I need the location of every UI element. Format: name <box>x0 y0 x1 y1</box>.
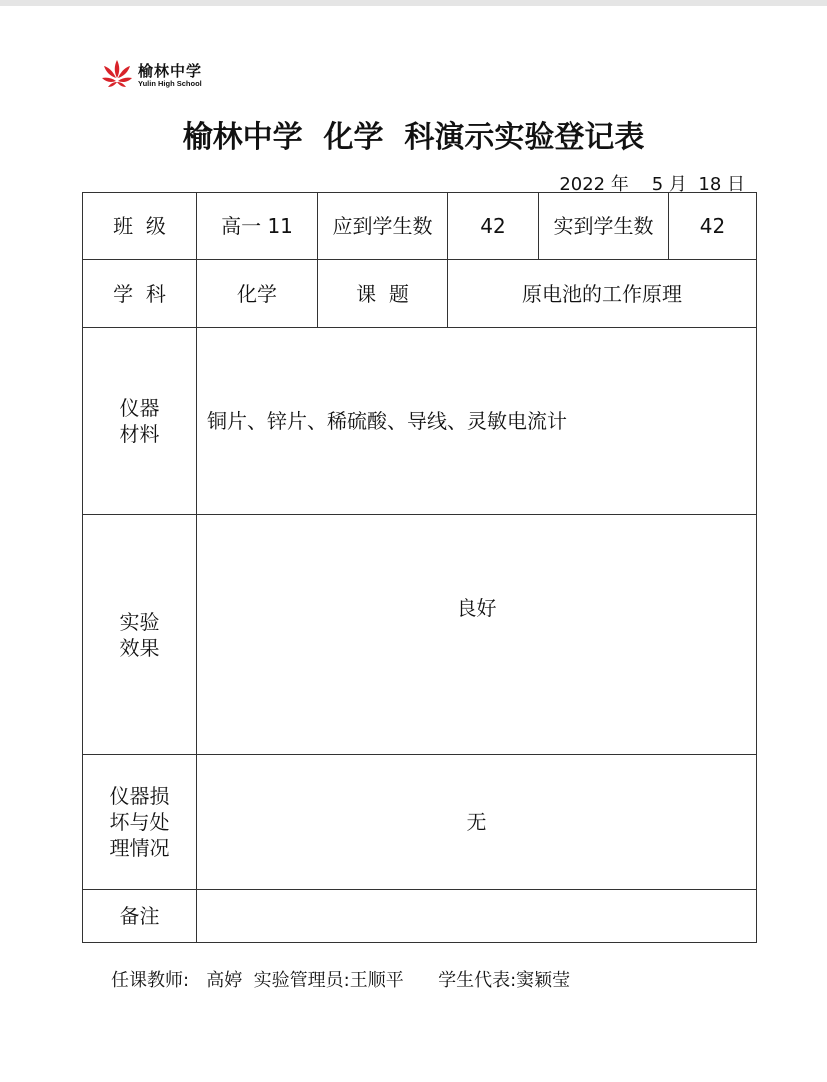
materials-value: 铜片、锌片、稀硫酸、导线、灵敏电流计 <box>197 328 757 515</box>
expected-students-label: 应到学生数 <box>318 193 448 260</box>
class-row <box>83 193 757 260</box>
school-emblem-icon <box>100 58 134 90</box>
effect-row <box>83 515 757 755</box>
materials-label-line2: 材料 <box>119 422 160 446</box>
subject-label: 学 科 <box>83 260 197 328</box>
materials-label <box>83 328 197 515</box>
effect-value-text: 良好 <box>456 596 497 620</box>
materials-row <box>83 328 757 515</box>
effect-label-line1: 实验 <box>119 609 160 634</box>
topic-label: 课 题 <box>318 260 448 328</box>
effect-label-line2: 效果 <box>119 635 160 660</box>
top-strip <box>0 0 827 6</box>
record-date: 2022 年 5 月 18 日 <box>559 174 745 195</box>
logo-english-name: Yulin High School <box>138 79 202 88</box>
class-value: 高一 11 <box>197 193 318 260</box>
damage-row <box>83 755 757 890</box>
class-label: 班 级 <box>83 193 197 260</box>
damage-label <box>83 755 197 890</box>
expected-students-value: 42 <box>448 193 539 260</box>
damage-value: 无 <box>197 755 757 890</box>
actual-students-label: 实到学生数 <box>539 193 669 260</box>
actual-students-value: 42 <box>669 193 757 260</box>
registration-form <box>82 192 757 943</box>
materials-label-line1: 仪器 <box>119 396 160 420</box>
remarks-row <box>83 890 757 943</box>
damage-label-line3: 理情况 <box>109 836 170 860</box>
effect-value <box>197 515 757 755</box>
page-title: 榆林中学 化学 科演示实验登记表 <box>182 120 645 155</box>
damage-label-line1: 仪器损 <box>109 784 170 808</box>
remarks-label: 备注 <box>83 890 197 943</box>
topic-value: 原电池的工作原理 <box>448 260 757 328</box>
subject-value: 化学 <box>197 260 318 328</box>
signatures-line: 任课教师: 高婷 实验管理员:王顺平 学生代表:窦颖莹 <box>111 970 571 991</box>
remarks-value <box>197 890 757 943</box>
logo-chinese-name: 榆林中学 <box>138 62 203 80</box>
effect-label <box>83 515 197 755</box>
damage-label-line2: 坏与处 <box>109 810 170 834</box>
subject-row <box>83 260 757 328</box>
